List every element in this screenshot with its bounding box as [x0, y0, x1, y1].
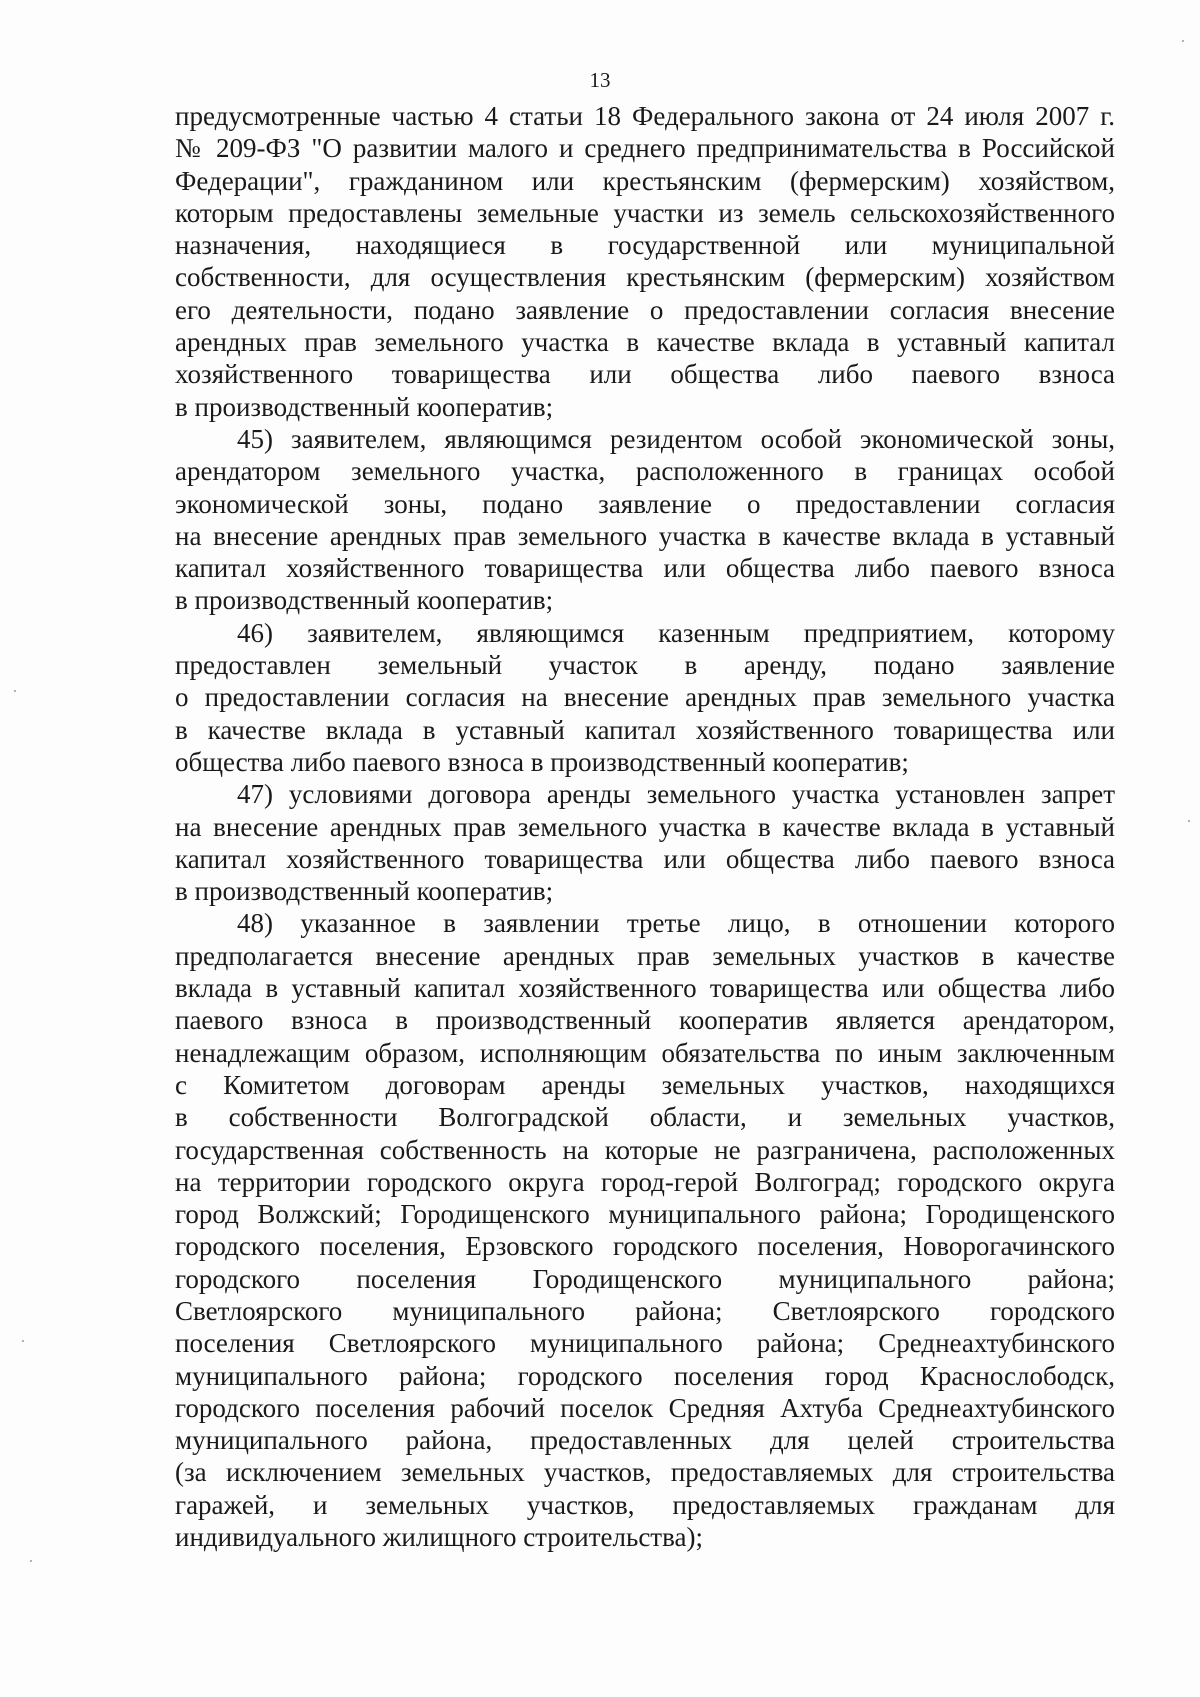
text-line: капитал хозяйственного товарищества или общества либо паевого взноса: [175, 843, 1115, 874]
scan-speck: [14, 690, 16, 692]
text-line: 46) заявителем, являющимся казенным предприятием, которому: [237, 617, 1115, 648]
text-line: Федерации", гражданином или крестьянским (фермерским) хозяйством,: [175, 165, 1115, 196]
text-line: экономической зоны, подано заявление о предоставлении согласия: [175, 488, 1115, 519]
text-line: арендных прав земельного участка в качестве вклада в уставный капитал: [175, 327, 1115, 358]
text-line: муниципального района; городского поселения город Краснослободск,: [175, 1360, 1115, 1391]
text-line: государственная собственность на которые не разграничена, расположенных: [175, 1134, 1115, 1165]
text-line: 47) условиями договора аренды земельного участка установлен запрет: [237, 779, 1115, 810]
paragraph: [175, 423, 1115, 617]
text-line: капитал хозяйственного товарищества или общества либо паевого взноса: [175, 553, 1115, 584]
paragraph: [175, 778, 1115, 907]
scan-speck: [22, 1340, 24, 1342]
text-line: № 209-ФЗ "О развитии малого и среднего предпринимательства в Российской: [175, 133, 1115, 164]
text-line: в производственный кооператив;: [175, 876, 554, 907]
text-line: в производственный кооператив;: [175, 391, 554, 422]
text-line: его деятельности, подано заявление о предоставлении согласия внесение: [175, 294, 1115, 325]
text-line: на внесение арендных прав земельного участка в качестве вклада в уставный: [175, 520, 1115, 551]
paragraph: [175, 617, 1115, 778]
text-line: хозяйственного товарищества или общества либо паевого взноса: [175, 359, 1115, 390]
text-line: Светлоярского муниципального района; Светлоярского городского: [175, 1295, 1115, 1326]
text-line: городского поселения Городищенского муниципального района;: [175, 1263, 1115, 1294]
text-line: с Комитетом договорам аренды земельных участков, находящихся: [175, 1069, 1115, 1100]
text-line: паевого взноса в производственный кооператив является арендатором,: [175, 1005, 1115, 1036]
text-line: предполагается внесение арендных прав земельных участков в качестве: [175, 940, 1115, 971]
text-line: на внесение арендных прав земельного участка в качестве вклада в уставный: [175, 811, 1115, 842]
document-body: [175, 100, 1115, 1553]
text-line: индивидуального жилищного строительства);: [175, 1522, 703, 1553]
text-line: городского поселения, Ерзовского городского поселения, Новорогачинского: [175, 1231, 1115, 1262]
paragraph: [175, 100, 1115, 423]
text-line: арендатором земельного участка, расположенного в границах особой: [175, 456, 1115, 487]
text-line: в качестве вклада в уставный капитал хозяйственного товарищества или: [175, 714, 1115, 745]
text-line: собственности, для осуществления крестьянским (фермерским) хозяйством: [175, 262, 1115, 293]
scan-speck: [30, 1560, 32, 1562]
page-number: 13: [589, 68, 611, 92]
text-line: предусмотренные частью 4 статьи 18 Федерального закона от 24 июля 2007 г.: [175, 101, 1115, 131]
text-line: на территории городского округа город-герой Волгоград; городского округа: [175, 1166, 1115, 1197]
text-line: поселения Светлоярского муниципального района; Среднеахтубинского: [175, 1328, 1115, 1359]
text-line: вклада в уставный капитал хозяйственного товарищества или общества либо: [175, 973, 1115, 1004]
scan-speck: [1182, 40, 1184, 42]
text-line: город Волжский; Городищенского муниципального района; Городищенского: [175, 1199, 1115, 1230]
text-line: общества либо паевого взноса в производственный кооператив;: [175, 746, 909, 777]
text-line: 45) заявителем, являющимся резидентом особой экономической зоны,: [237, 423, 1115, 454]
text-line: в собственности Волгоградской области, и земельных участков,: [175, 1102, 1115, 1133]
text-line: предоставлен земельный участок в аренду, подано заявление: [175, 650, 1115, 681]
text-line: ненадлежащим образом, исполняющим обязательства по иным заключенным: [175, 1037, 1115, 1068]
text-line: гаражей, и земельных участков, предоставляемых гражданам для: [175, 1489, 1115, 1520]
text-line: назначения, находящиеся в государственной или муниципальной: [175, 230, 1115, 261]
text-line: 48) указанное в заявлении третье лицо, в отношении которого: [237, 908, 1115, 939]
paragraph: [175, 907, 1115, 1553]
scan-speck: [1188, 820, 1190, 822]
text-line: которым предоставлены земельные участки из земель сельскохозяйственного: [175, 197, 1115, 228]
text-line: в производственный кооператив;: [175, 585, 554, 616]
text-line: о предоставлении согласия на внесение арендных прав земельного участка: [175, 682, 1115, 713]
text-line: муниципального района, предоставленных для целей строительства: [175, 1425, 1115, 1456]
text-line: городского поселения рабочий поселок Средняя Ахтуба Среднеахтубинского: [175, 1392, 1115, 1423]
text-line: (за исключением земельных участков, предоставляемых для строительства: [175, 1457, 1115, 1488]
